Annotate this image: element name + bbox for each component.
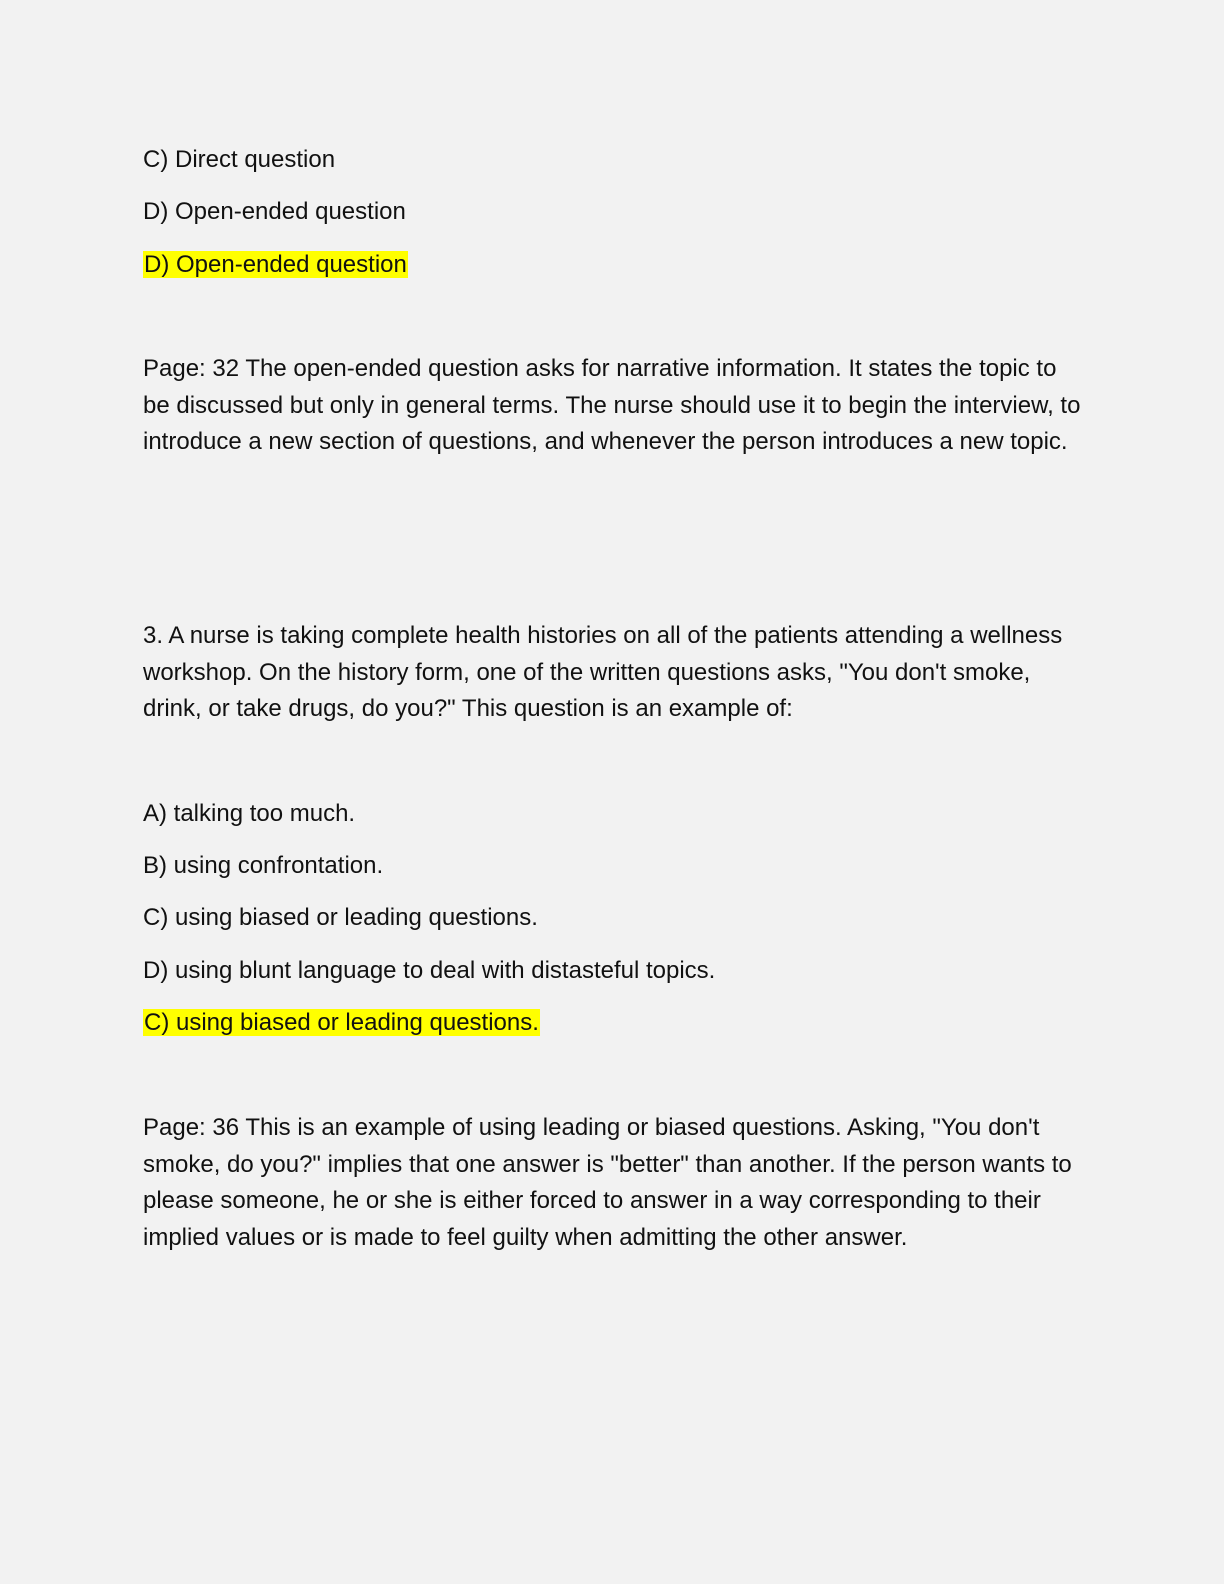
q3-option-a: A) talking too much. bbox=[143, 800, 356, 827]
q3-option-b: B) using confrontation. bbox=[143, 852, 384, 879]
q2-rationale: Page: 32 The open-ended question asks for narrative information. It states the topic to be discussed but only in general terms. The nurse should use it to begin the interview, to introduce a new section of questions, and whenever the person introduces a new topic. bbox=[143, 355, 1081, 455]
q2-answer-line bbox=[143, 247, 408, 283]
q2-answer-highlight: D) Open-ended question bbox=[144, 251, 407, 278]
q3-option-d: D) using blunt language to deal with distasteful topics. bbox=[143, 957, 716, 984]
q3-stem: 3. A nurse is taking complete health histories on all of the patients attending a wellness workshop. On the history form, one of the written questions asks, "You don't smoke, drink, or take drugs, do you?" This question is an example of: bbox=[143, 622, 1063, 722]
q3-option-c: C) using biased or leading questions. bbox=[143, 904, 538, 931]
q3-rationale: Page: 36 This is an example of using leading or biased questions. Asking, "You don't smoke, do you?" implies that one answer is "better" than another. If the person wants to please someone, he or she is either forced to answer in a way corresponding to their implied values or is made to feel guilty when admitting the other answer. bbox=[143, 1114, 1072, 1251]
q3-answer-line bbox=[143, 1005, 540, 1041]
q2-option-d: D) Open-ended question bbox=[143, 198, 406, 225]
q3-answer-highlight: C) using biased or leading questions. bbox=[144, 1009, 539, 1036]
q2-option-c: C) Direct question bbox=[143, 146, 336, 173]
